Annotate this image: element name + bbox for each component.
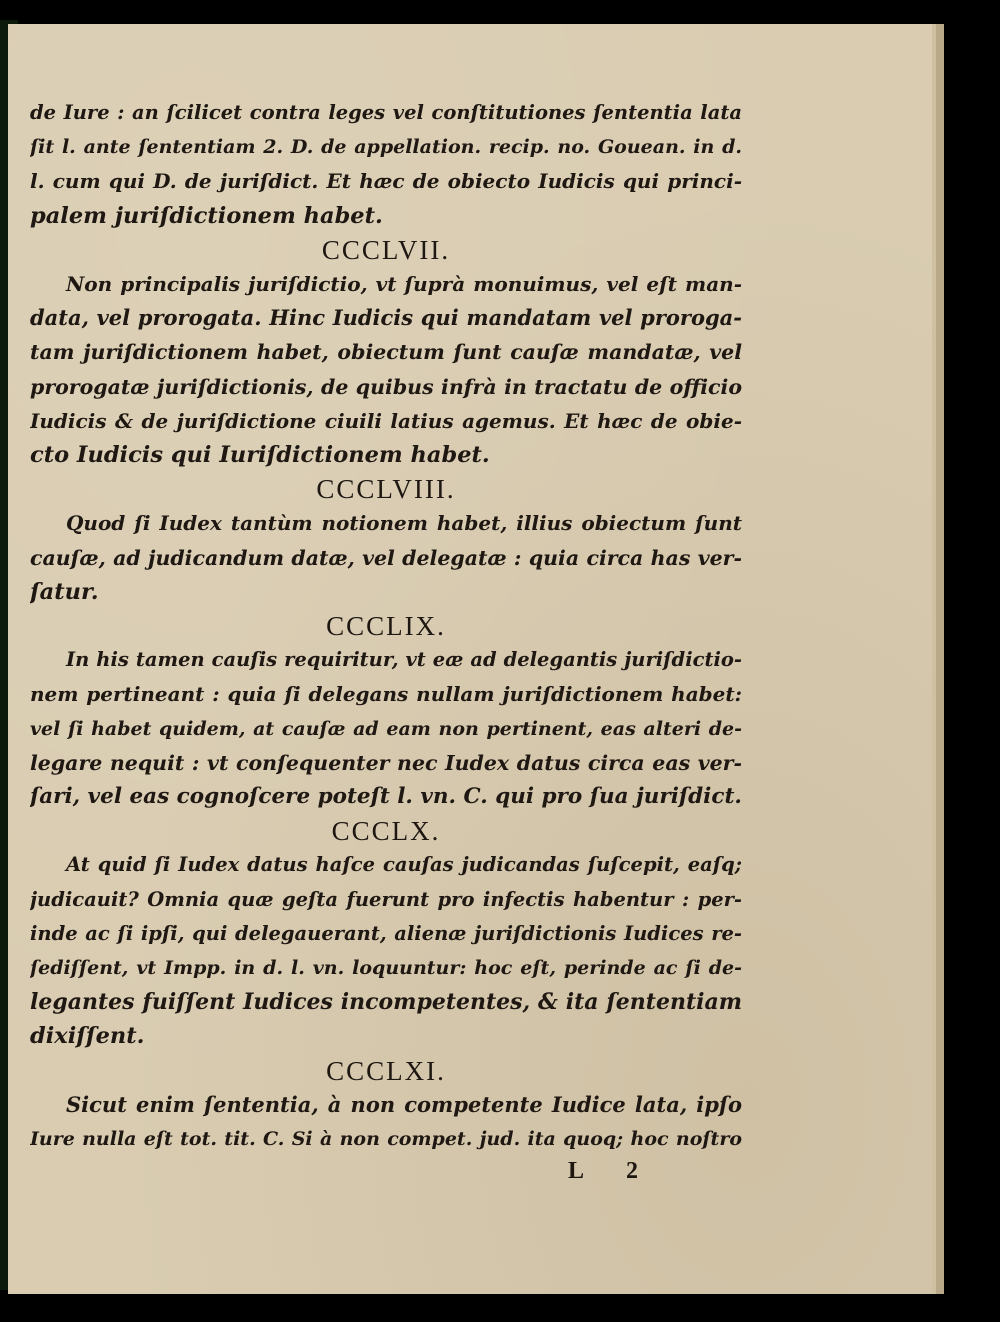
text-line: l. cum qui D. de juriſdict. Et hæc de obiecto Iudicis qui princi- (30, 169, 742, 194)
text-line: de Iure : an ſcilicet contra leges vel conſtitutiones ſententia lata (30, 101, 742, 124)
text-line: Non principalis juriſdictio, vt ſuprà monuimus, vel eſt man- (66, 272, 742, 297)
text-line: Quod ſi Iudex tantùm notionem habet, illius obiectum ſunt (66, 511, 742, 536)
paragraph-359 (30, 643, 742, 814)
text-line: ſari, vel eas cognoſcere poteſt l. vn. C. qui pro ſua juriſdict. (30, 784, 742, 810)
text-line: At quid ſi Iudex datus haſce cauſas judicandas ſuſcepit, eaſq; (66, 853, 742, 877)
text-line: tam juriſdictionem habet, obiectum ſunt cauſæ mandatæ, vel (30, 340, 742, 365)
section-heading-358: CCCLVIII. (316, 474, 456, 505)
signature-letter: L (568, 1158, 585, 1184)
text-line: dixiſſent. (30, 1023, 145, 1050)
text-line: ſatur. (30, 578, 99, 605)
section-heading-357: CCCLVII. (321, 234, 451, 265)
paragraph-continued (30, 96, 742, 233)
paragraph-357 (30, 267, 742, 472)
page-text (30, 96, 742, 1156)
text-line: palem juriſdictionem habet. (30, 202, 383, 229)
text-line: legare nequit : vt conſequenter nec Iudex datus circa eas ver- (30, 750, 742, 775)
text-line: Iure nulla eſt tot. tit. C. Si à non compet. jud. ita quoq; hoc noſtro (30, 1128, 742, 1151)
paragraph-361 (30, 1088, 742, 1156)
text-line: cto Iudicis qui Iuriſdictionem habet. (30, 442, 490, 469)
book-page (8, 24, 936, 1294)
paragraph-358 (30, 506, 742, 609)
text-line: prorogatæ juriſdictionis, de quibus infrà in tractatu de officio (30, 374, 742, 399)
text-line: ſediſſent, vt Impp. in d. l. vn. loquuntur: hoc eſt, perinde ac ſi de- (30, 957, 742, 980)
section-heading-359: CCCLIX. (326, 611, 446, 642)
text-line: inde ac ſi ipſi, qui delegauerant, alienæ juriſdictionis Iudices re- (30, 921, 742, 945)
text-line: nem pertineant : quia ſi delegans nullam juriſdictionem habet: (30, 682, 742, 707)
signature-mark (568, 1158, 688, 1185)
text-line: cauſæ, ad judicandum datæ, vel delegatæ : quia circa has ver- (30, 545, 742, 570)
text-line: Sicut enim ſententia, à non competente Iudice lata, ipſo (66, 1091, 742, 1117)
text-line: Iudicis & de juriſdictione ciuili latius agemus. Et hæc de obie- (30, 408, 742, 433)
text-line: legantes fuiſſent Iudices incompetentes, & ita ſententiam (30, 989, 742, 1016)
text-line: In his tamen cauſis requiritur, vt eæ ad delegantis juriſdictio- (66, 648, 742, 672)
text-line: data, vel prorogata. Hinc Iudicis qui mandatam vel proroga- (30, 305, 742, 331)
page-edge (936, 24, 944, 1294)
section-heading-361: CCCLXI. (326, 1055, 446, 1086)
section-heading-360: CCCLX. (331, 816, 441, 847)
signature-number: 2 (626, 1158, 638, 1184)
paragraph-360 (30, 848, 742, 1053)
text-line: judicauit? Omnia quæ geſta fuerunt pro infectis habentur : per- (30, 887, 742, 911)
text-line: ſit l. ante ſententiam 2. D. de appellation. recip. no. Gouean. in d. (30, 136, 742, 159)
text-line: vel ſi habet quidem, at cauſæ ad eam non pertinent, eas alteri de- (30, 717, 742, 740)
